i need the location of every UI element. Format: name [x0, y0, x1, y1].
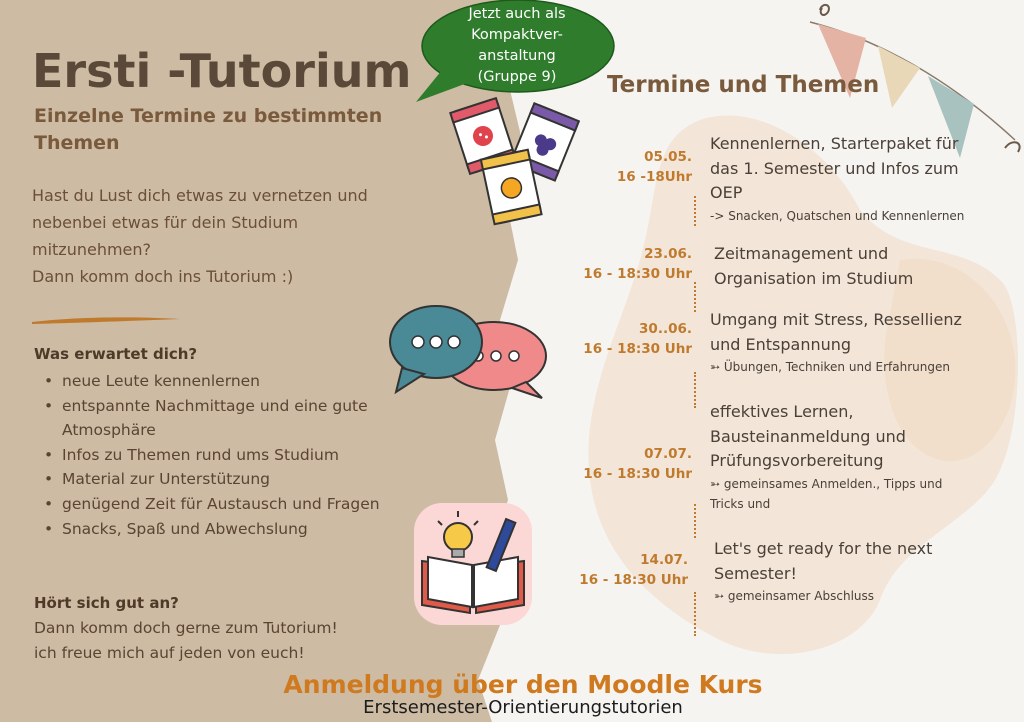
intro-text	[32, 182, 432, 290]
bubble-line: Jetzt auch als	[468, 6, 566, 22]
list-item: • entspannte Nachmittage und eine gute Atmosphäre	[44, 394, 384, 443]
list-item: • Snacks, Spaß und Abwechslung	[44, 517, 384, 542]
intro-line: Hast du Lust dich etwas zu vernetzen und	[32, 186, 368, 205]
bubble-line: anstaltung	[478, 48, 556, 64]
event-line: Bausteinanmeldung und	[710, 426, 906, 446]
event-line: Zeitmanagement und	[714, 244, 889, 263]
list-item: • genügend Zeit für Austausch und Fragen	[44, 492, 384, 517]
time-label: 16 - 18:30 Uhr	[583, 266, 692, 282]
event-entry	[710, 132, 985, 226]
event-line: Umgang mit Stress, Ressellienz	[710, 310, 962, 329]
expect-list	[44, 369, 384, 541]
time-label: 16 -18Uhr	[616, 169, 692, 185]
event-line: Semester!	[714, 563, 797, 583]
event-date	[578, 550, 688, 590]
event-line: Prüfungsvorbereitung	[710, 451, 884, 470]
event-entry	[714, 242, 989, 291]
event-line: effektives Lernen,	[710, 402, 854, 421]
speech-bubble-text	[432, 4, 602, 88]
page-title: Ersti -Tutorium	[32, 44, 412, 98]
snack-packs-icon	[445, 96, 580, 226]
event-note: ➳ gemeinsamer Abschluss	[714, 589, 875, 603]
timeline-connector	[694, 196, 696, 226]
schedule-title: Termine und Themen	[607, 72, 880, 98]
subtitle-line: Themen	[34, 132, 120, 154]
date-label: 05.05.	[644, 149, 692, 165]
date-label: 07.07.	[644, 446, 692, 462]
event-line: und Entspannung	[710, 334, 852, 354]
outro-line: ich freue mich auf jeden von euch!	[34, 644, 305, 662]
date-label: 30..06.	[639, 321, 692, 337]
chat-bubbles-icon	[386, 298, 551, 402]
event-line: das 1. Semester und Infos zum	[710, 158, 959, 178]
event-date	[582, 319, 692, 359]
timeline-connector	[694, 372, 696, 408]
date-label: 23.06.	[644, 246, 692, 262]
outro-text	[34, 616, 338, 666]
event-entry	[710, 400, 985, 514]
list-item: • neue Leute kennenlernen	[44, 369, 384, 394]
event-date	[582, 147, 692, 187]
list-item: • Material zur Unterstützung	[44, 467, 384, 492]
expect-heading: Was erwartet dich?	[34, 345, 198, 363]
time-label: 16 - 18:30 Uhr	[583, 466, 692, 482]
time-label: 16 - 18:30 Uhr	[583, 341, 692, 357]
event-date	[582, 444, 692, 484]
event-entry	[714, 537, 989, 606]
event-line: Organisation im Studium	[714, 268, 914, 288]
book-lightbulb-icon	[408, 497, 538, 631]
course-name: Erstsemester-Orientierungstutorien	[363, 697, 683, 718]
intro-line: nebenbei etwas für dein Studium	[32, 213, 299, 232]
list-item: • Infos zu Themen rund ums Studium	[44, 443, 384, 468]
time-label: 16 - 18:30 Uhr	[579, 572, 688, 588]
timeline-connector	[694, 504, 696, 538]
bubble-line: (Gruppe 9)	[477, 69, 557, 85]
event-line: OEP	[710, 183, 743, 202]
bubble-line: Kompaktver-	[471, 27, 563, 43]
outro-line: Dann komm doch gerne zum Tutorium!	[34, 619, 338, 637]
event-line: Let's get ready for the next	[714, 539, 933, 558]
event-date	[582, 244, 692, 284]
date-label: 14.07.	[640, 552, 688, 568]
intro-line: mitzunehmen?	[32, 240, 152, 259]
outro-heading: Hört sich gut an?	[34, 594, 179, 612]
event-line: Kennenlernen, Starterpaket für	[710, 134, 959, 153]
registration-heading: Anmeldung über den Moodle Kurs	[283, 670, 763, 699]
timeline-connector	[694, 592, 696, 636]
event-entry	[710, 308, 985, 377]
event-note: ➳ Übungen, Techniken und Erfahrungen	[710, 360, 950, 374]
event-note: ➳ gemeinsames Anmelden., Tipps und Tricks und	[710, 476, 943, 511]
intro-line: Dann komm doch ins Tutorium :)	[32, 267, 294, 286]
subtitle-line: Einzelne Termine zu bestimmten	[34, 105, 383, 127]
brush-divider	[32, 314, 182, 326]
subtitle	[34, 103, 434, 157]
event-note: -> Snacken, Quatschen und Kennenlernen	[710, 208, 965, 223]
timeline-connector	[694, 282, 696, 312]
